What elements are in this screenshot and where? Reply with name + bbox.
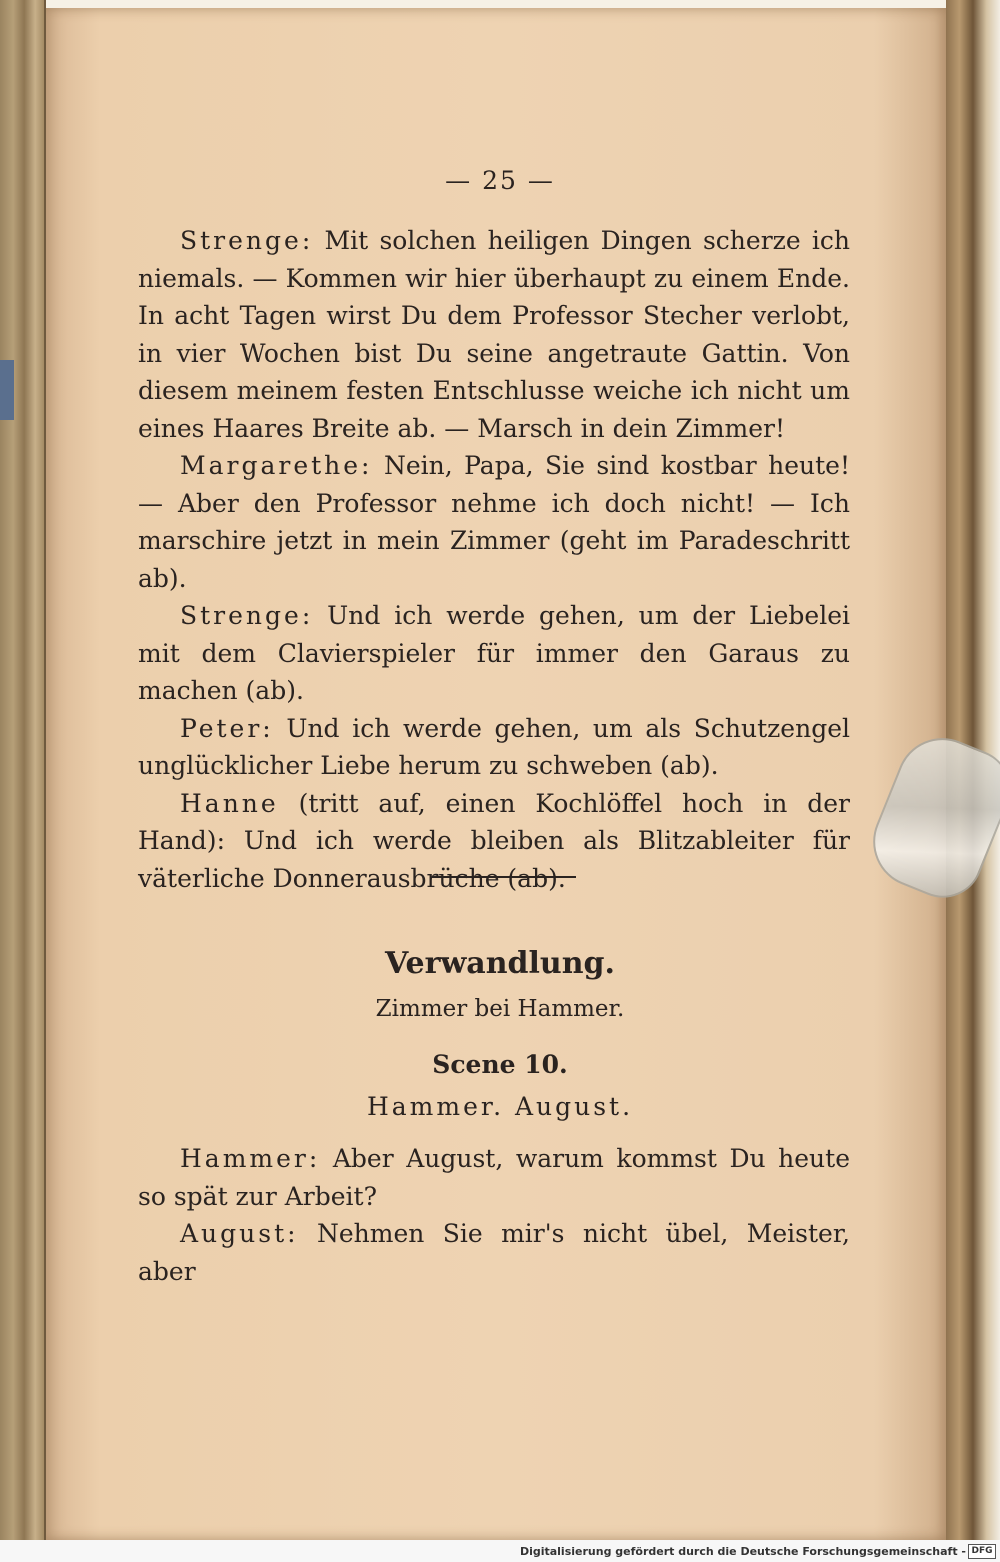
dialogue-block-2 <box>138 1140 850 1290</box>
speech-strenge-2 <box>138 597 850 710</box>
speaker-name: August: <box>180 1219 299 1248</box>
left-book-edge <box>0 0 46 1540</box>
speech-text: (tritt auf, einen Kochlöffel hoch in der Hand): Und ich werde bleiben als Blitzableiter für väterliche Donnerausbrüche (ab). <box>138 788 851 893</box>
scene-number: Scene 10. <box>432 1050 568 1079</box>
speech-text: Und ich werde gehen, um der Liebelei mit dem Clavierspieler für immer den Garaus zu machen (ab). <box>138 601 851 705</box>
dialogue-block-1 <box>138 222 850 897</box>
speech-text: Nein, Papa, Sie sind kostbar heute! — Aber den Professor nehme ich doch nicht! — Ich marschire jetzt in mein Zimmer (geht im Paradeschritt ab). <box>138 451 850 593</box>
speaker-name: Hammer: <box>180 1144 321 1173</box>
footer-credit: Digitalisierung gefördert durch die Deutsche Forschungsgemeinschaft - <box>519 1545 966 1558</box>
scene-change-title: Verwandlung. <box>385 946 615 981</box>
speaker-name: Hanne <box>180 788 279 818</box>
speaker-name: Margarethe: <box>180 451 373 480</box>
speech-text: Nehmen Sie mir's nicht übel, Meister, aber <box>138 1219 850 1286</box>
scene-persons: Hammer. August. <box>366 1092 634 1121</box>
speech-august <box>138 1215 850 1290</box>
speaker-name: Strenge: <box>180 601 314 630</box>
speech-text: Aber August, warum kommst Du heute so spät zur Arbeit? <box>138 1144 850 1211</box>
section-rule <box>432 876 576 878</box>
speech-hanne <box>138 785 850 898</box>
dfg-logo-icon: DFG <box>968 1544 996 1559</box>
speech-hammer <box>138 1140 850 1215</box>
speaker-name: Peter: <box>180 713 274 743</box>
speech-text: Und ich werde gehen, um als Schutzengel unglücklicher Liebe herum zu schweben (ab). <box>138 713 850 780</box>
scene-place: Zimmer bei Hammer. <box>375 996 625 1022</box>
speech-margarethe <box>138 447 850 597</box>
page-number: — 25 — <box>445 166 555 195</box>
left-blue-marker <box>0 360 14 420</box>
speaker-name: Strenge: <box>180 226 314 255</box>
speech-peter <box>138 710 850 785</box>
speech-strenge-1 <box>138 222 850 447</box>
speech-text: Mit solchen heiligen Dingen scherze ich niemals. — Kommen wir hier überhaupt zu einem Ende. In acht Tagen wirst Du dem Professor Stecher verlobt, in vier Wochen bist Du seine angetraute Gattin. Von diesem meinem festen Entschlusse weiche ich nicht um eines Haares Breite ab. — Marsch in dein Zimmer! <box>138 226 850 443</box>
